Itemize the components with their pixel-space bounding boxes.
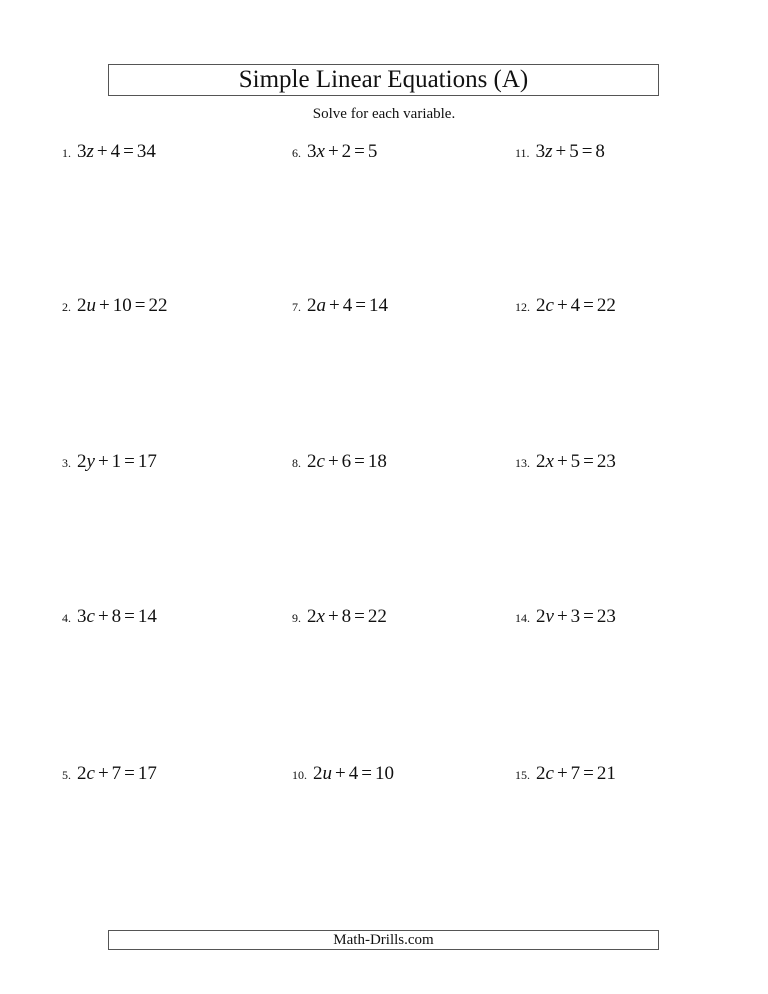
coefficient: 2 [77,295,87,316]
right-hand-side: 17 [137,763,157,784]
problem-item [292,606,387,629]
plus-sign: + [327,451,339,472]
coefficient: 2 [307,606,317,627]
variable: u [322,763,332,784]
equals-sign: = [123,141,134,162]
problem-number: 12. [515,300,530,314]
constant: 10 [112,295,132,316]
equals-sign: = [124,763,135,784]
right-hand-side: 22 [367,606,387,627]
coefficient: 2 [536,451,546,472]
right-hand-side: 8 [595,141,605,162]
constant: 2 [341,141,352,162]
constant: 5 [570,451,581,472]
problem-item [62,141,156,164]
right-hand-side: 21 [596,763,616,784]
equals-sign: = [355,295,366,316]
problem-number: 4. [62,611,71,625]
variable: c [86,606,95,627]
right-hand-side: 5 [367,141,378,162]
worksheet-title: Simple Linear Equations (A) [108,64,659,96]
plus-sign: + [555,141,567,162]
equals-sign: = [124,451,135,472]
problem-item [62,451,157,474]
plus-sign: + [96,141,108,162]
right-hand-side: 18 [367,451,387,472]
right-hand-side: 34 [136,141,156,162]
problem-number: 14. [515,611,530,625]
coefficient: 2 [307,451,317,472]
problem-number: 13. [515,456,530,470]
plus-sign: + [556,451,568,472]
constant: 4 [570,295,581,316]
equals-sign: = [354,606,365,627]
variable: x [316,606,325,627]
problem-number: 6. [292,146,301,160]
right-hand-side: 23 [596,451,616,472]
problem-number: 1. [62,146,71,160]
problem-item [292,763,394,786]
right-hand-side: 14 [368,295,388,316]
constant: 7 [111,763,122,784]
variable: a [316,295,326,316]
equals-sign: = [354,141,365,162]
problem-number: 8. [292,456,301,470]
right-hand-side: 22 [148,295,168,316]
problem-item [515,606,616,629]
coefficient: 2 [77,451,87,472]
footer-source: Math-Drills.com [108,930,659,950]
equals-sign: = [581,141,593,162]
equals-sign: = [583,763,594,784]
constant: 4 [110,141,121,162]
plus-sign: + [327,141,339,162]
variable: c [86,763,95,784]
coefficient: 2 [307,295,317,316]
coefficient: 2 [536,606,546,627]
coefficient: 2 [77,763,87,784]
variable: c [545,295,554,316]
problem-item [292,141,377,164]
problem-number: 7. [292,300,301,314]
right-hand-side: 23 [596,606,616,627]
equals-sign: = [583,295,594,316]
constant: 8 [341,606,352,627]
coefficient: 3 [77,606,87,627]
coefficient: 2 [536,295,546,316]
constant: 1 [111,451,122,472]
equals-sign: = [583,606,594,627]
coefficient: 3 [535,141,546,162]
variable: c [545,763,554,784]
right-hand-side: 10 [374,763,394,784]
plus-sign: + [556,763,568,784]
problem-number: 2. [62,300,71,314]
plus-sign: + [329,295,340,316]
right-hand-side: 14 [137,606,157,627]
plus-sign: + [556,295,568,316]
problem-item [515,451,616,474]
constant: 6 [341,451,352,472]
plus-sign: + [97,763,109,784]
variable: c [316,451,325,472]
variable: y [86,451,95,472]
problem-item [292,295,388,318]
plus-sign: + [327,606,339,627]
equals-sign: = [124,606,135,627]
coefficient: 3 [77,141,87,162]
plus-sign: + [556,606,568,627]
equals-sign: = [361,763,372,784]
variable: x [545,451,554,472]
constant: 7 [570,763,581,784]
equals-sign: = [583,451,594,472]
plus-sign: + [335,763,346,784]
problem-item [62,606,157,629]
problem-number: 15. [515,768,530,782]
plus-sign: + [99,295,110,316]
variable: z [86,141,94,162]
problem-item [515,763,616,786]
problem-number: 3. [62,456,71,470]
coefficient: 2 [313,763,323,784]
problem-item [515,295,616,318]
plus-sign: + [97,606,109,627]
constant: 3 [570,606,581,627]
problem-number: 10. [292,768,307,782]
variable: x [316,141,325,162]
problem-number: 9. [292,611,301,625]
coefficient: 2 [536,763,546,784]
variable: u [86,295,96,316]
problem-item [515,141,605,164]
coefficient: 3 [307,141,317,162]
variable: v [545,606,554,627]
equals-sign: = [134,295,146,316]
problem-item [62,295,167,318]
constant: 4 [348,763,359,784]
instructions: Solve for each variable. [312,106,456,122]
problem-item [292,451,387,474]
constant: 8 [111,606,122,627]
problem-number: 5. [62,768,71,782]
problem-number: 11. [515,146,530,160]
constant: 5 [569,141,579,162]
right-hand-side: 17 [137,451,157,472]
equals-sign: = [354,451,365,472]
variable: z [545,141,553,162]
constant: 4 [342,295,353,316]
problem-item [62,763,157,786]
plus-sign: + [97,451,109,472]
right-hand-side: 22 [596,295,616,316]
